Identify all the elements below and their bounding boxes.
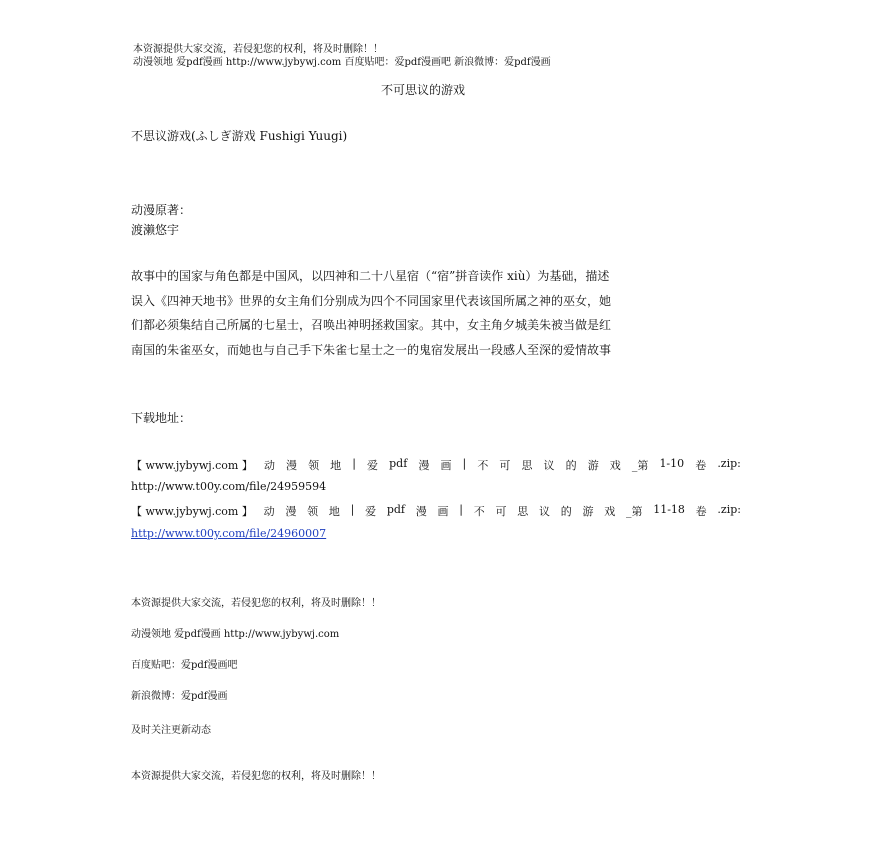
download-title-part: _第 (625, 505, 643, 518)
download-2-url[interactable]: http://www.t00y.com/file/24960007 (131, 527, 327, 540)
download-title-part: | (352, 457, 356, 470)
download-title-part: 1-10 (659, 457, 685, 470)
download-title-part: pdf (389, 457, 408, 470)
footer-notice: 本资源提供大家交流，若侵犯您的权利，将及时删除！！ (131, 598, 381, 609)
download-title-part: 动 (263, 505, 275, 518)
paragraph-line: 们都必须集结自己所属的七星士，召唤出神明拯救国家。其中，女主角夕城美朱被当做是红 (131, 318, 612, 332)
download-title-part: 【 www.jybywj.com 】 (131, 459, 253, 472)
download-title-part: | (350, 503, 355, 516)
download-title-part: 游 (582, 505, 594, 518)
download-title-part: 爱 (365, 505, 377, 518)
document-title: 不可思议的游戏 (381, 83, 466, 97)
download-title-part: 思 (521, 459, 533, 472)
download-title-part: | (459, 503, 463, 516)
download-title-part: 游 (587, 459, 599, 472)
download-title-part: 地 (330, 459, 342, 472)
download-title-part: 画 (440, 459, 452, 472)
download-title-part: 11-18 (653, 503, 685, 516)
paragraph-line: 误入《四神天地书》世界的女主角们分别成为四个不同国家里代表该国所属之神的巫女，她 (131, 293, 612, 308)
synopsis-paragraph (131, 264, 743, 362)
download-title-part: 领 (307, 505, 319, 518)
download-1-url[interactable]: http://www.t00y.com/file/24959594 (131, 480, 327, 493)
download-title-part: 漫 (286, 459, 298, 472)
download-title-part: 不 (473, 505, 485, 518)
download-title-part: 漫 (415, 505, 427, 518)
download-label: 下载地址： (131, 411, 192, 425)
download-title-part: 戏 (604, 505, 616, 518)
download-title-part: 卷 (695, 459, 707, 472)
download-title-part: 可 (499, 459, 511, 472)
footer-follow: 及时关注更新动态 (131, 725, 211, 736)
download-title-part: _第 (631, 459, 649, 472)
document-subtitle: 不思议游戏(ふしぎ游戏 Fushigi Yuugi) (131, 129, 348, 143)
download-title-part: 卷 (695, 505, 707, 518)
footer-weibo: 新浪微博：爱pdf漫画 (131, 691, 228, 702)
footer-notice-repeat: 本资源提供大家交流，若侵犯您的权利，将及时删除！！ (131, 771, 381, 782)
download-title-part: 爱 (367, 459, 379, 472)
download-title-part: 不 (477, 459, 489, 472)
paragraph-line: 南国的朱雀巫女，而她也与自己手下朱雀七星士之一的鬼宿发展出一段感人至深的爱情故事 (131, 342, 612, 357)
download-title-part: 漫 (418, 459, 430, 472)
download-title-part: 领 (308, 459, 320, 472)
download-title-part: 思 (517, 505, 529, 518)
download-title-part: 戏 (609, 459, 621, 472)
download-title-part: | (462, 457, 467, 470)
download-title-part: 可 (495, 505, 507, 518)
download-1-title (131, 457, 741, 473)
download-title-part: 议 (538, 505, 550, 518)
download-title-part: 的 (560, 505, 572, 518)
download-2-title (131, 503, 741, 519)
download-title-part: 【 www.jybywj.com 】 (131, 505, 253, 518)
download-title-part: 动 (263, 459, 275, 472)
author-name: 渡濑悠宇 (131, 223, 180, 237)
download-title-part: 画 (437, 505, 449, 518)
header-notice: 本资源提供大家交流，若侵犯您的权利，将及时删除！！ (133, 44, 383, 55)
footer-site: 动漫领地 爱pdf漫画 http://www.jybywj.com (131, 629, 340, 640)
footer-tieba: 百度贴吧：爱pdf漫画吧 (131, 660, 238, 671)
paragraph-line: 故事中的国家与角色都是中国风，以四神和二十八星宿（“宿”拼音读作 xiù）为基础，描述 (131, 269, 610, 283)
download-title-part: 议 (543, 459, 555, 472)
author-label: 动漫原著： (131, 203, 192, 217)
download-title-part: .zip: (717, 457, 741, 470)
header-links: 动漫领地 爱pdf漫画 http://www.jybywj.com 百度贴吧：爱pdf漫画吧 新浪微博：爱pdf漫画 (133, 57, 551, 68)
download-title-part: 的 (565, 459, 577, 472)
download-title-part: 漫 (285, 505, 297, 518)
download-title-part: 地 (328, 505, 340, 518)
download-title-part: pdf (386, 503, 405, 516)
download-title-part: .zip: (717, 503, 741, 516)
